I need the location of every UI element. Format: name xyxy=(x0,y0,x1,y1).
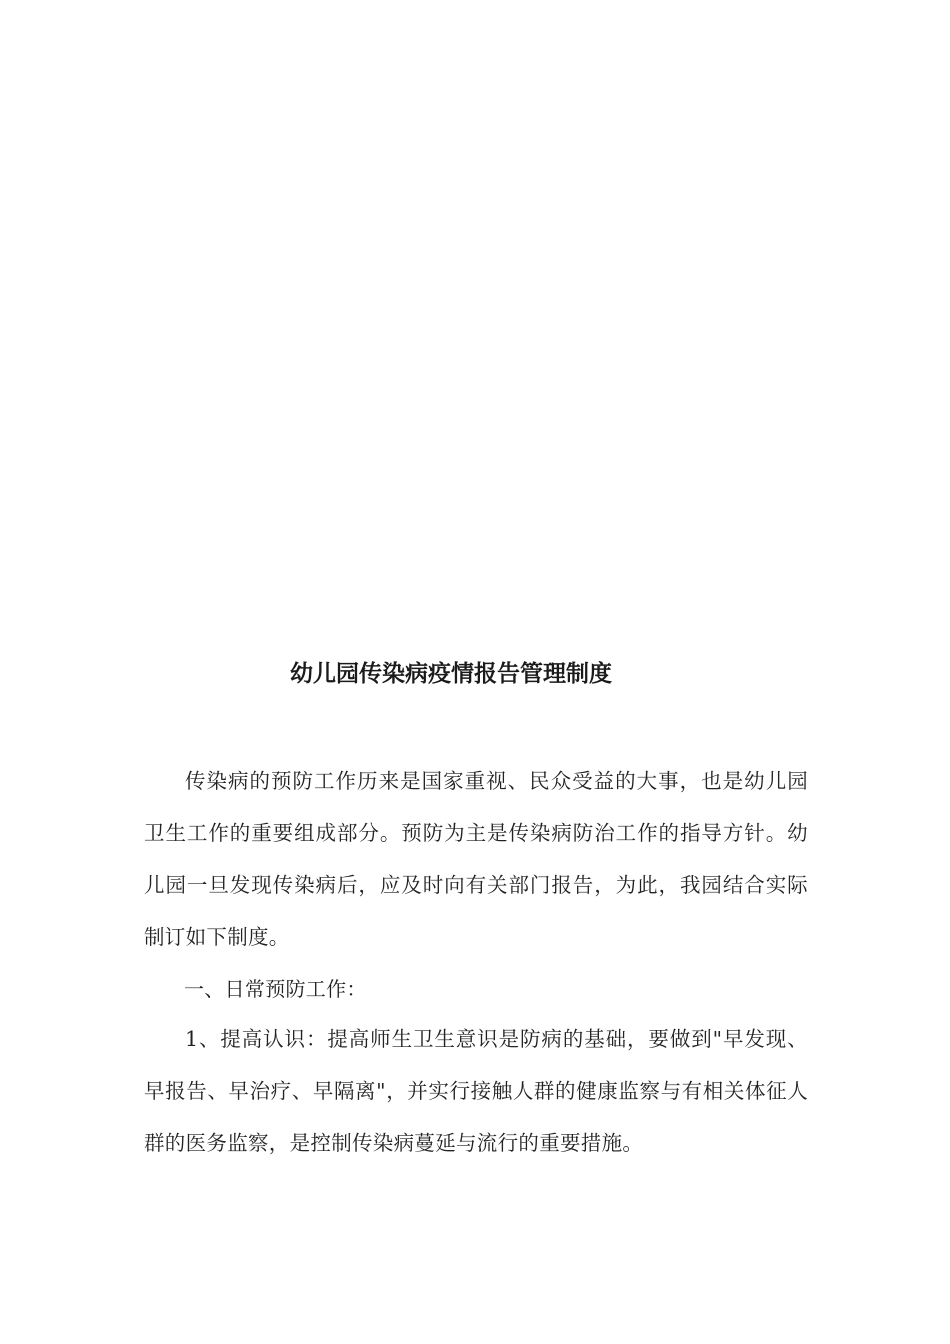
document-title: 幼儿园传染病疫情报告管理制度 xyxy=(290,661,612,687)
item-paragraph: 1、提高认识：提高师生卫生意识是防病的基础，要做到"早发现、早报告、早治疗、早隔离"，并实行接触人群的健康监察与有相关体征人群的医务监察，是控制传染病蔓延与流行的重要措施。 xyxy=(144,1027,808,1155)
section-heading: 一、日常预防工作： xyxy=(184,977,367,1001)
intro-paragraph: 传染病的预防工作历来是国家重视、民众受益的大事，也是幼儿园卫生工作的重要组成部分。预防为主是传染病防治工作的指导方针。幼儿园一旦发现传染病后，应及时向有关部门报告，为此，我园结合实际制订如下制度。 xyxy=(144,769,808,949)
document-body xyxy=(144,755,808,1169)
